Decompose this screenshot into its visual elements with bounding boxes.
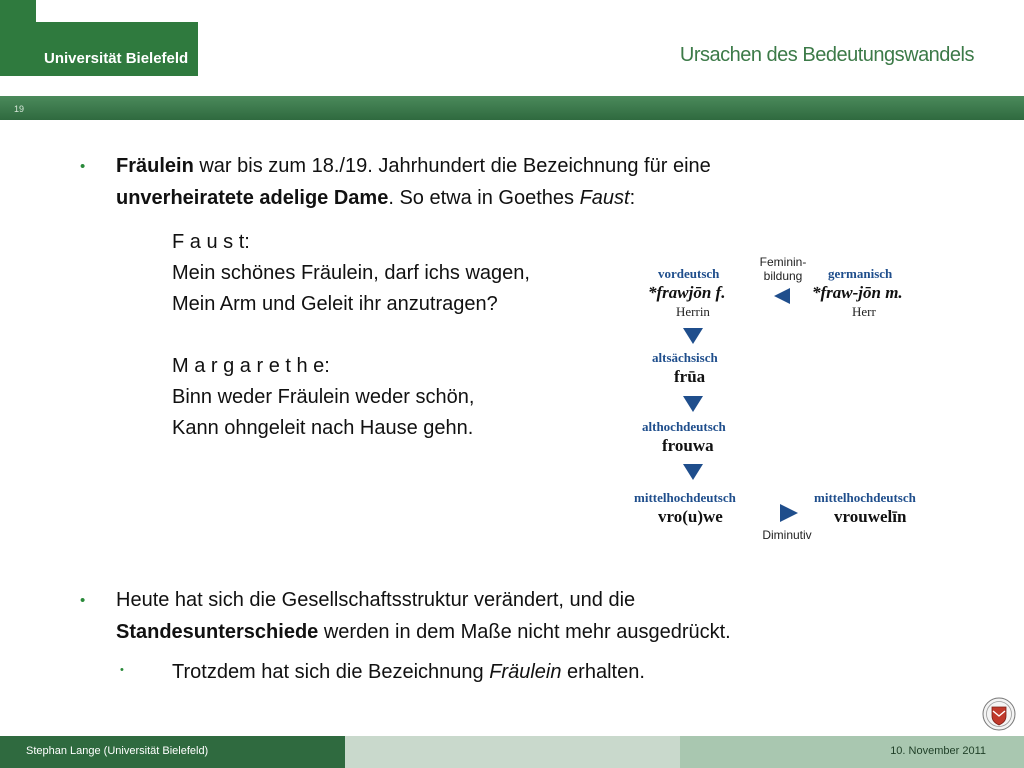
form-althochdeutsch: frouwa	[662, 436, 714, 455]
arrow-down-icon	[682, 462, 704, 482]
arrow-down-icon	[682, 326, 704, 346]
slide-title: Ursachen des Bedeutungswandels	[679, 44, 974, 66]
university-seal-icon	[982, 697, 1016, 731]
bullet1-text2: . So etwa in Goethes	[388, 187, 580, 209]
bullet1-italic: Faust	[579, 187, 630, 209]
arrow-down-icon	[682, 394, 704, 414]
bullet2-text2: werden in dem Maße nicht mehr ausgedrückt.	[318, 621, 731, 643]
label-mhd-left: mittelhochdeutsch	[634, 490, 736, 505]
poem-block	[172, 227, 530, 444]
bullet1-bold: unverheiratete adelige Dame	[116, 187, 389, 209]
header-band	[0, 96, 1024, 120]
arrow-right-icon	[778, 502, 800, 524]
form-vordeutsch: *frawjōn f.	[648, 283, 726, 302]
subbullet-italic: Fräulein	[489, 661, 562, 683]
bullet2-line2	[116, 616, 731, 648]
gloss-herr: Herr	[852, 304, 876, 319]
subbullet-text1: Trotzdem hat sich die Bezeichnung	[172, 661, 490, 683]
subbullet-text2: erhalten.	[561, 661, 645, 683]
logo-left-bar	[0, 0, 36, 76]
footer-bar	[0, 736, 1024, 768]
etymology-diagram	[620, 248, 960, 548]
form-altsaechsisch: frūa	[674, 367, 706, 386]
bullet1-colon: :	[629, 187, 636, 209]
term-fraeulein: Fräulein	[116, 155, 194, 177]
label-althochdeutsch: althochdeutsch	[642, 419, 726, 434]
poem-speaker-faust: F a u s t:	[172, 231, 250, 253]
bullet-dot: •	[80, 592, 86, 609]
footer-segment-middle	[345, 736, 680, 768]
bullet1-text1: war bis zum 18./19. Jahrhundert die Bezeichnung für eine	[193, 155, 711, 177]
label-altsaechsisch: altsächsisch	[652, 350, 718, 365]
poem-line: Mein Arm und Geleit ihr anzutragen?	[172, 293, 498, 315]
logo-text: Universität Bielefeld	[44, 50, 189, 67]
note-feminin	[752, 255, 814, 283]
bullet-dot: •	[80, 158, 86, 175]
arrow-left-icon	[772, 286, 792, 306]
bullet1-line2	[116, 182, 635, 214]
footer-author: Stephan Lange (Universität Bielefeld)	[26, 745, 209, 757]
poem-speaker-margarethe: M a r g a r e t h e:	[172, 355, 330, 377]
bullet1-line1	[116, 150, 711, 182]
poem-line: Kann ohngeleit nach Hause gehn.	[172, 417, 474, 439]
subbullet-line	[172, 656, 645, 688]
poem-line: Binn weder Fräulein weder schön,	[172, 386, 475, 408]
bullet2-line1: Heute hat sich die Gesellschaftsstruktur verändert, und die	[116, 589, 636, 611]
bullet2-bold: Standesunterschiede	[116, 621, 319, 643]
logo-main-block	[36, 22, 198, 76]
label-mhd-right: mittelhochdeutsch	[814, 490, 916, 505]
note-feminin-2: bildung	[763, 269, 803, 283]
subbullet-dot: •	[120, 664, 124, 676]
label-germanisch: germanisch	[828, 266, 893, 281]
gloss-herrin: Herrin	[676, 304, 710, 319]
slide-number: 19	[14, 104, 25, 114]
poem-line: Mein schönes Fräulein, darf ichs wagen,	[172, 262, 530, 284]
form-mhd-right: vrouwelīn	[834, 507, 907, 526]
form-mhd-left: vro(u)we	[658, 507, 723, 526]
note-feminin-1: Feminin-	[759, 255, 807, 269]
poem-spacer	[172, 320, 530, 351]
footer-date: 10. November 2011	[890, 745, 986, 757]
form-germanisch: *fraw-jōn m.	[812, 283, 903, 302]
note-diminutiv: Diminutiv	[762, 528, 812, 542]
university-logo	[0, 0, 198, 76]
label-vordeutsch: vordeutsch	[658, 266, 720, 281]
